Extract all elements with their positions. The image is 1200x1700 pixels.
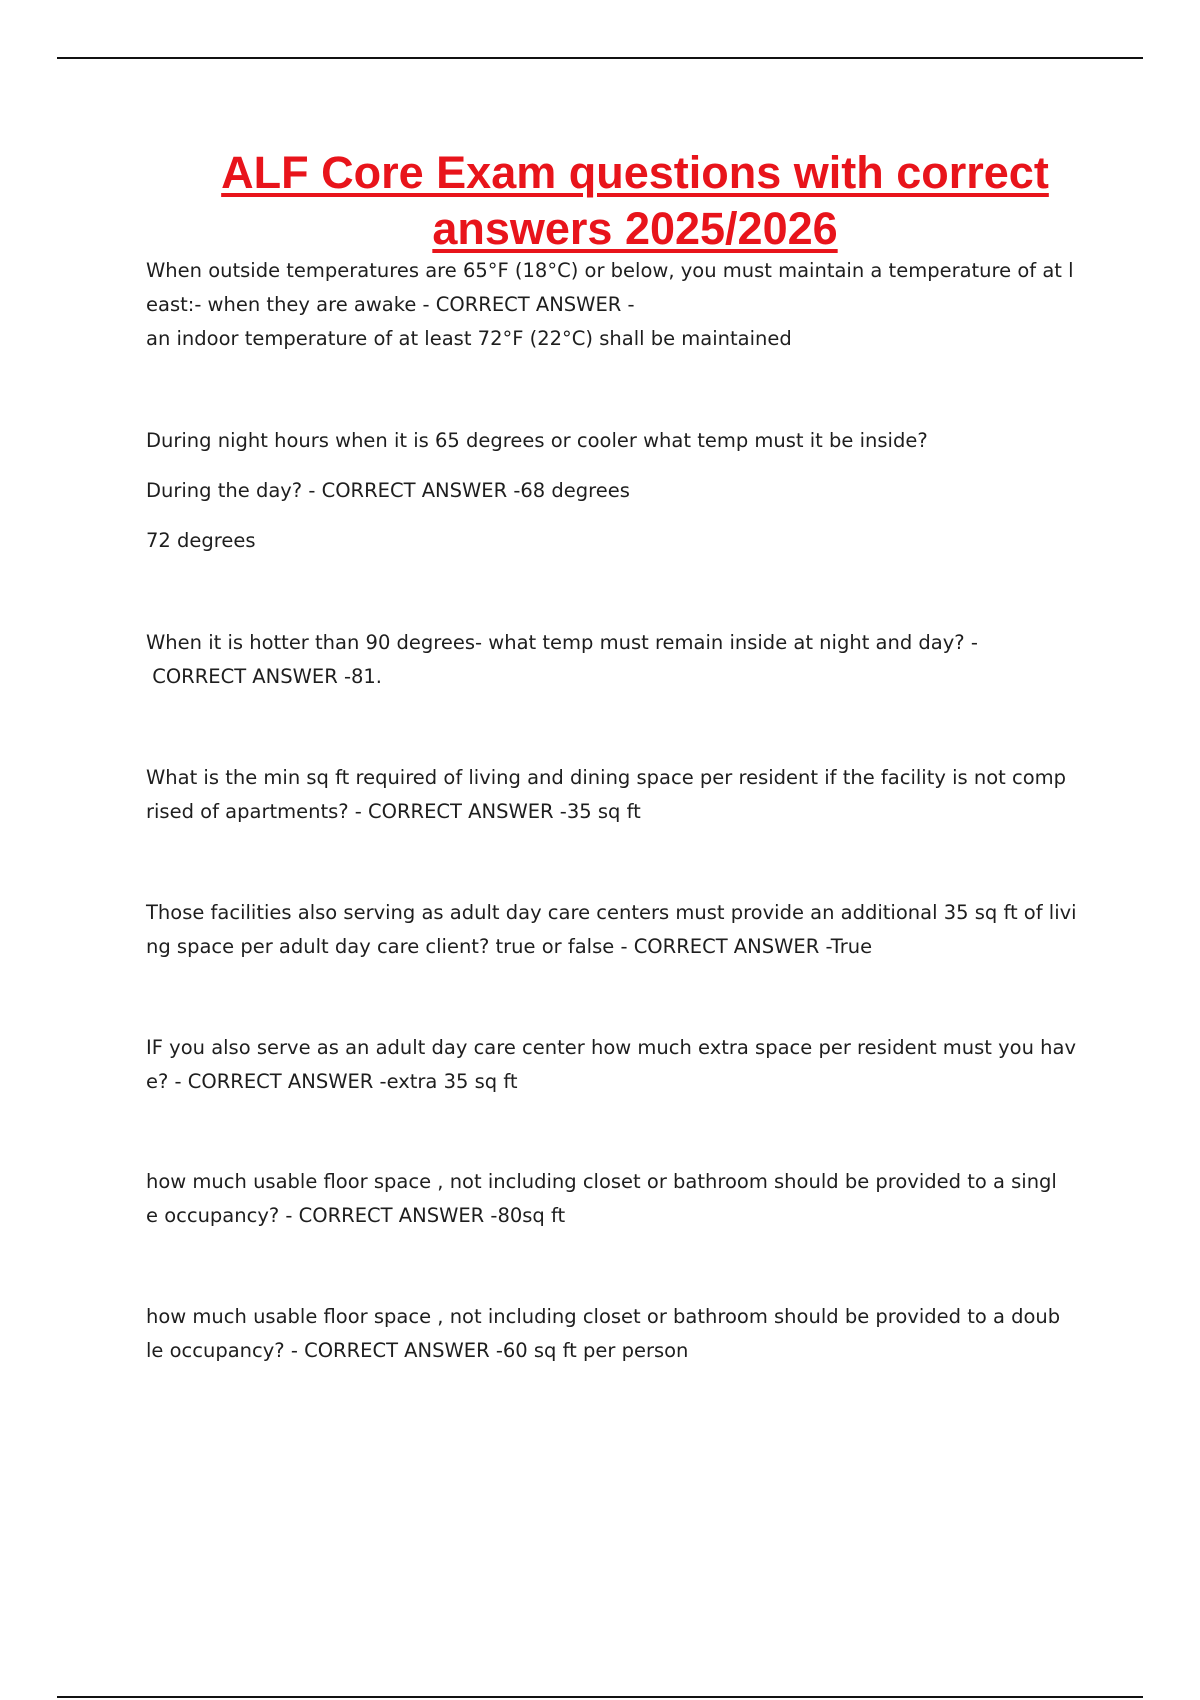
qa-item-3 (146, 626, 1076, 694)
qa-line: le occupancy? - CORRECT ANSWER -60 sq ft per person (146, 1339, 689, 1362)
qa-item-1 (146, 254, 1076, 356)
qa-item-5 (146, 896, 1076, 964)
qa-line: CORRECT ANSWER -81. (146, 665, 383, 688)
qa-line: ng space per adult day care client? true or false - CORRECT ANSWER -True (146, 935, 873, 958)
qa-line: e occupancy? - CORRECT ANSWER -80sq ft (146, 1204, 566, 1227)
qa-line: During the day? - CORRECT ANSWER -68 degrees (146, 479, 630, 502)
header-rule (57, 57, 1143, 59)
qa-item-7 (146, 1165, 1076, 1233)
qa-item-2 (146, 424, 1076, 558)
qa-line: how much usable floor space , not including closet or bathroom should be provided to a doub (146, 1305, 1061, 1328)
footer-rule (57, 1696, 1143, 1698)
qa-line: rised of apartments? - CORRECT ANSWER -35 sq ft (146, 800, 641, 823)
qa-item-6 (146, 1031, 1076, 1099)
qa-line: e? - CORRECT ANSWER -extra 35 sq ft (146, 1070, 518, 1093)
qa-item-8 (146, 1300, 1076, 1368)
qa-line: When outside temperatures are 65°F (18°C) or below, you must maintain a temperature of at l (146, 259, 1074, 282)
qa-item-4 (146, 761, 1076, 829)
qa-line: an indoor temperature of at least 72°F (22°C) shall be maintained (146, 327, 792, 350)
title-line-1: ALF Core Exam questions with correct (221, 147, 1049, 198)
qa-line: east:- when they are awake - CORRECT ANSWER - (146, 293, 635, 316)
qa-line: 72 degrees (146, 529, 256, 552)
qa-line: Those facilities also serving as adult day care centers must provide an additional 35 sq ft of livi (146, 901, 1077, 924)
qa-line: When it is hotter than 90 degrees- what temp must remain inside at night and day? - (146, 631, 978, 654)
document-title (180, 145, 1090, 257)
qa-line: IF you also serve as an adult day care center how much extra space per resident must you hav (146, 1036, 1077, 1059)
qa-line: During night hours when it is 65 degrees or cooler what temp must it be inside? (146, 429, 928, 452)
qa-line: What is the min sq ft required of living and dining space per resident if the facility is not comp (146, 766, 1067, 789)
title-line-2: answers 2025/2026 (432, 203, 838, 254)
qa-line: how much usable floor space , not including closet or bathroom should be provided to a singl (146, 1170, 1057, 1193)
